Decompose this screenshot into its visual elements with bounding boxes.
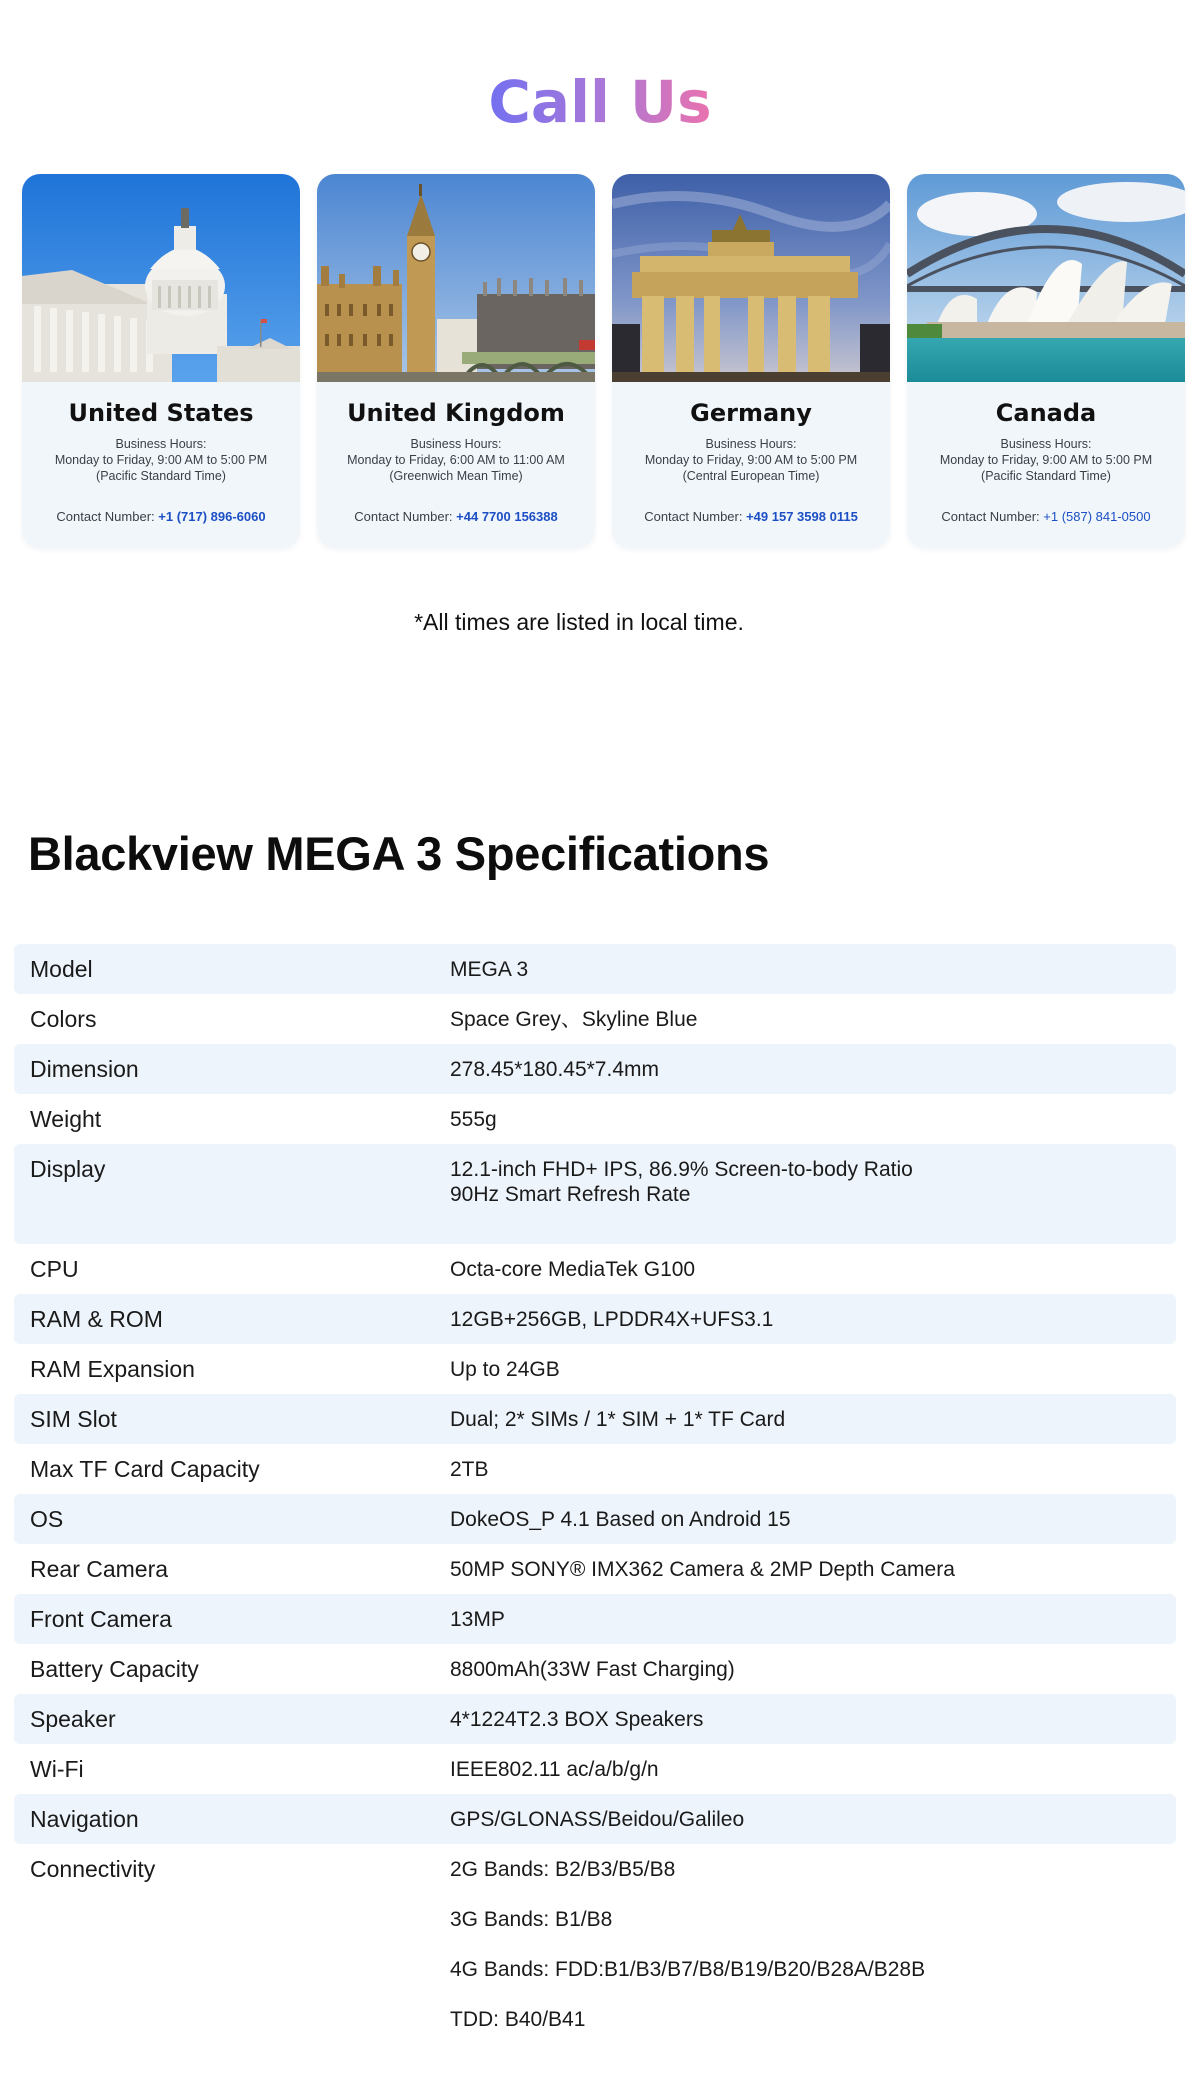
spec-value xyxy=(450,944,1176,991)
big-ben-icon xyxy=(317,174,595,382)
spec-label: CPU xyxy=(30,1256,79,1282)
timezone: (Pacific Standard Time) xyxy=(981,469,1111,483)
spec-label: SIM Slot xyxy=(30,1406,117,1432)
spec-label: OS xyxy=(30,1506,64,1532)
spec-value xyxy=(450,1344,1176,1391)
opera-house-bridge-icon xyxy=(907,174,1185,382)
spec-row-front-camera xyxy=(14,1594,1176,1644)
spec-row-os xyxy=(14,1494,1176,1544)
spec-value-line: 2TB xyxy=(450,1458,489,1481)
spec-value-line: 50MP SONY® IMX362 Camera & 2MP Depth Camera xyxy=(450,1558,955,1581)
spec-value xyxy=(450,1794,1176,1841)
spec-value xyxy=(450,1594,1176,1641)
spec-value-line: Up to 24GB xyxy=(450,1358,560,1381)
spec-value-line: IEEE802.11 ac/a/b/g/n xyxy=(450,1758,659,1781)
timezone: (Greenwich Mean Time) xyxy=(389,469,523,483)
spec-value-line: MEGA 3 xyxy=(450,958,529,981)
spec-label: Battery Capacity xyxy=(30,1656,199,1682)
hours-value: Monday to Friday, 9:00 AM to 5:00 PM xyxy=(54,453,268,467)
business-hours xyxy=(612,436,890,484)
hours-label: Business Hours: xyxy=(705,437,797,451)
brandenburg-gate-icon xyxy=(612,174,890,382)
spec-row-connectivity xyxy=(14,1844,1176,2057)
spec-label: Rear Camera xyxy=(30,1556,169,1582)
spec-label: Connectivity xyxy=(30,1856,156,1882)
spec-value-line: DokeOS_P 4.1 Based on Android 15 xyxy=(450,1508,791,1531)
spec-value-line: Dual; 2* SIMs / 1* SIM + 1* TF Card xyxy=(450,1408,786,1431)
card-country: Germany xyxy=(690,399,812,427)
business-hours xyxy=(317,436,595,484)
spec-row-dimension xyxy=(14,1044,1176,1094)
phone-link[interactable]: +44 7700 156388 xyxy=(456,509,558,524)
spec-value-line: 4G Bands: FDD:B1/B3/B7/B8/B19/B20/B28A/B28B xyxy=(450,1958,926,1981)
card-country: United States xyxy=(68,399,254,427)
spec-label: Speaker xyxy=(30,1706,116,1732)
contact-number xyxy=(317,509,595,524)
spec-row-battery-capacity xyxy=(14,1644,1176,1694)
business-hours xyxy=(907,436,1185,484)
spec-row-model xyxy=(14,944,1176,994)
spec-row-cpu xyxy=(14,1244,1176,1294)
contact-card-united-kingdom xyxy=(317,174,595,548)
phone-link[interactable]: +49 157 3598 0115 xyxy=(746,509,858,524)
contact-label: Contact Number: xyxy=(941,509,1040,524)
spec-value xyxy=(450,1694,1176,1741)
timezone: (Central European Time) xyxy=(682,469,820,483)
specs-title: Blackview MEGA 3 Specifications xyxy=(28,827,770,880)
spec-value xyxy=(450,1044,1176,1091)
spec-value-line: 4*1224T2.3 BOX Speakers xyxy=(450,1708,704,1731)
spec-label: RAM Expansion xyxy=(30,1356,195,1382)
spec-row-display xyxy=(14,1144,1176,1244)
spec-label: Model xyxy=(30,956,93,982)
spec-value-line: TDD: B40/B41 xyxy=(450,2008,586,2031)
spec-value xyxy=(450,1544,1176,1591)
contact-number xyxy=(907,509,1185,524)
spec-label: Colors xyxy=(30,1006,97,1032)
contact-number xyxy=(22,509,300,524)
contact-label: Contact Number: xyxy=(354,509,453,524)
spec-label: Wi-Fi xyxy=(30,1756,84,1782)
card-country: Canada xyxy=(995,399,1097,427)
contact-label: Contact Number: xyxy=(644,509,743,524)
spec-value-line: 90Hz Smart Refresh Rate xyxy=(450,1183,691,1206)
spec-value xyxy=(450,1444,1176,1491)
spec-label: Max TF Card Capacity xyxy=(30,1456,260,1482)
spec-row-navigation xyxy=(14,1794,1176,1844)
card-country: United Kingdom xyxy=(347,399,565,427)
hours-value: Monday to Friday, 6:00 AM to 11:00 AM xyxy=(347,453,565,467)
spec-row-max-tf-card-capacity xyxy=(14,1444,1176,1494)
spec-label: Display xyxy=(30,1156,106,1182)
hours-label: Business Hours: xyxy=(410,437,502,451)
call-us-title: Call Us xyxy=(488,68,712,136)
specs-table xyxy=(14,944,1176,2057)
spec-value xyxy=(450,1094,1176,1141)
spec-row-colors xyxy=(14,994,1176,1044)
spec-label: Dimension xyxy=(30,1056,139,1082)
contact-cards xyxy=(22,174,1186,550)
us-capitol-icon xyxy=(22,174,300,382)
spec-value-line: 3G Bands: B1/B8 xyxy=(450,1908,613,1931)
spec-value-line: 8800mAh(33W Fast Charging) xyxy=(450,1658,735,1681)
contact-label: Contact Number: xyxy=(56,509,155,524)
spec-row-sim-slot xyxy=(14,1394,1176,1444)
phone-link[interactable]: +1 (587) 841-0500 xyxy=(1043,509,1151,524)
spec-value-line: Space Grey、Skyline Blue xyxy=(450,1008,698,1031)
spec-value-line: 555g xyxy=(450,1108,497,1131)
contact-card-germany xyxy=(612,174,890,548)
spec-value xyxy=(450,1844,1176,2057)
spec-value xyxy=(450,1244,1176,1291)
spec-value xyxy=(450,994,1176,1041)
spec-value xyxy=(450,1744,1176,1791)
spec-row-weight xyxy=(14,1094,1176,1144)
spec-label: Navigation xyxy=(30,1806,139,1832)
spec-row-rear-camera xyxy=(14,1544,1176,1594)
spec-value xyxy=(450,1144,1176,1207)
spec-label: RAM & ROM xyxy=(30,1306,163,1332)
spec-value xyxy=(450,1644,1176,1691)
contact-card-canada xyxy=(907,174,1185,548)
spec-value xyxy=(450,1494,1176,1541)
spec-label: Weight xyxy=(30,1106,102,1132)
timezone: (Pacific Standard Time) xyxy=(96,469,226,483)
spec-value xyxy=(450,1294,1176,1341)
spec-row-ram-expansion xyxy=(14,1344,1176,1394)
hours-value: Monday to Friday, 9:00 AM to 5:00 PM xyxy=(644,453,858,467)
contact-number xyxy=(612,509,890,524)
spec-value-line: 278.45*180.45*7.4mm xyxy=(450,1058,659,1081)
spec-value xyxy=(450,1394,1176,1441)
spec-value-line: Octa-core MediaTek G100 xyxy=(450,1258,696,1281)
spec-row-wi-fi xyxy=(14,1744,1176,1794)
contact-card-united-states xyxy=(22,174,300,548)
phone-link[interactable]: +1 (717) 896-6060 xyxy=(158,509,266,524)
spec-value-line: GPS/GLONASS/Beidou/Galileo xyxy=(450,1808,745,1831)
spec-row-ram-rom xyxy=(14,1294,1176,1344)
local-time-note: *All times are listed in local time. xyxy=(414,609,744,635)
hours-value: Monday to Friday, 9:00 AM to 5:00 PM xyxy=(939,453,1153,467)
business-hours xyxy=(22,436,300,484)
spec-label: Front Camera xyxy=(30,1606,172,1632)
hours-label: Business Hours: xyxy=(1000,437,1092,451)
spec-row-speaker xyxy=(14,1694,1176,1744)
hours-label: Business Hours: xyxy=(115,437,207,451)
spec-value-line: 12.1-inch FHD+ IPS, 86.9% Screen-to-body Ratio xyxy=(450,1158,913,1181)
spec-value-line: 13MP xyxy=(450,1608,505,1631)
spec-value-line: 2G Bands: B2/B3/B5/B8 xyxy=(450,1858,676,1881)
spec-value-line: 12GB+256GB, LPDDR4X+UFS3.1 xyxy=(450,1308,774,1331)
